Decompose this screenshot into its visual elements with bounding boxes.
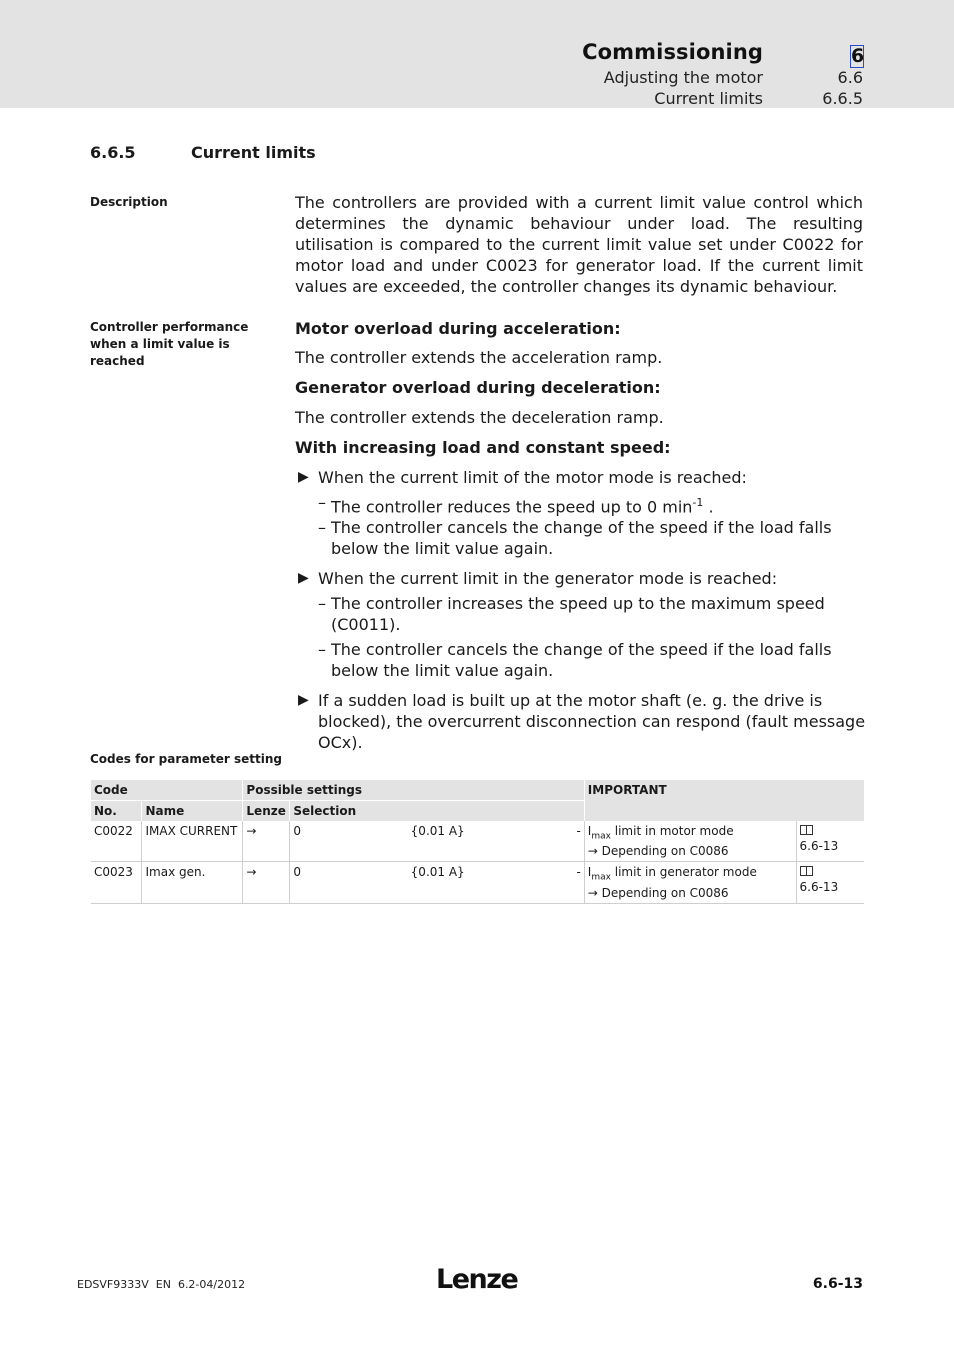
bullet-motor-mode: When the current limit of the motor mode is reached:: [318, 468, 747, 487]
bullet-triangle-icon: ▶: [298, 692, 309, 708]
cell-selection-step: {0.01 A}: [408, 821, 574, 862]
cell-reference: 6.6-13: [796, 821, 864, 862]
text-generator-overload: The controller extends the deceleration ramp.: [295, 408, 664, 427]
description-text: The controllers are provided with a current limit value control which determines the dynamic behaviour under load. The resulting utilisation is compared to the current limit value set under C0022 for motor load and under C0023 for generator load. If the current limit values are exceeded, the controller changes its dynamic behaviour.: [295, 193, 863, 296]
heading-constant-speed: With increasing load and constant speed:: [295, 438, 671, 457]
cell-code-no: C0022: [91, 821, 142, 862]
cell-lenze: →: [243, 862, 290, 903]
section-title: Current limits: [191, 143, 316, 162]
cell-selection-min: 0: [290, 821, 408, 862]
bullet-triangle-icon: ▶: [298, 570, 309, 586]
chapter-number-box: 6: [851, 45, 865, 67]
lenze-logo: Lenze: [436, 1264, 518, 1295]
subsection-subtitle: Current limits: [654, 89, 763, 108]
header-no: No.: [91, 801, 142, 822]
dash-cancel-change-1: The controller cancels the change of the speed if the load falls below the limit value again.: [331, 518, 832, 558]
subsection-subtitle-number: 6.6.5: [822, 89, 863, 108]
chapter-title: Commissioning: [582, 40, 763, 64]
cell-important: $I_{max}$ limit in motor mode → Depending on C0086: [584, 821, 796, 862]
dash-increase-speed: The controller increases the speed up to the maximum speed (C0011).: [331, 594, 825, 634]
footer-document-id: EDSVF9333V EN 6.2-04/2012: [77, 1278, 246, 1291]
cell-lenze: →: [243, 821, 290, 862]
table-row: [91, 862, 864, 903]
dash-icon: –: [318, 640, 326, 659]
bullet-triangle-icon: ▶: [298, 469, 309, 485]
table-row: [91, 821, 864, 862]
cell-important: $I_{max}$ limit in generator mode → Depending on C0086: [584, 862, 796, 903]
header-important: IMPORTANT: [584, 780, 864, 821]
cell-selection-max: -: [573, 821, 584, 862]
heading-generator-overload: Generator overload during deceleration:: [295, 378, 661, 397]
dash-reduce-speed: The controller reduces the speed up to 0 $\min^{-1}$ .: [331, 496, 714, 517]
bullet-sudden-load: If a sudden load is built up at the motor shaft (e. g. the drive is blocked), the overcurrent disconnection can respond (fault message OCx).: [318, 691, 866, 752]
cell-selection-step: {0.01 A}: [408, 862, 574, 903]
cell-selection-max: -: [573, 862, 584, 903]
cell-code-no: C0023: [91, 862, 142, 903]
dash-icon: –: [318, 518, 326, 537]
book-icon: [800, 866, 813, 876]
dash-icon: –: [318, 493, 326, 512]
header-code: Code: [91, 780, 243, 801]
description-label: Description: [90, 195, 168, 209]
dash-cancel-change-2: The controller cancels the change of the speed if the load falls below the limit value again.: [331, 640, 832, 680]
header-band: [0, 0, 954, 108]
codes-label: Codes for parameter setting: [90, 752, 282, 766]
footer-page-number: 6.6-13: [812, 1276, 863, 1292]
header-lenze: Lenze: [243, 801, 290, 822]
cell-code-name: Imax gen.: [142, 862, 243, 903]
book-icon: [800, 825, 813, 835]
bullet-generator-mode: When the current limit in the generator mode is reached:: [318, 569, 778, 588]
section-number: 6.6.5: [90, 143, 136, 162]
cell-code-name: IMAX CURRENT: [142, 821, 243, 862]
cell-selection-min: 0: [290, 862, 408, 903]
performance-label: Controller performance when a limit value is reached: [90, 320, 249, 368]
cell-reference: 6.6-13: [796, 862, 864, 903]
codes-table: [91, 780, 864, 904]
section-subtitle: Adjusting the motor: [603, 68, 763, 87]
heading-motor-overload: Motor overload during acceleration:: [295, 319, 621, 338]
dash-icon: –: [318, 594, 326, 613]
header-name: Name: [142, 801, 243, 822]
section-subtitle-number: 6.6: [837, 68, 863, 87]
header-selection: Selection: [290, 801, 584, 822]
text-motor-overload: The controller extends the acceleration ramp.: [295, 348, 663, 367]
header-possible-settings: Possible settings: [243, 780, 584, 801]
